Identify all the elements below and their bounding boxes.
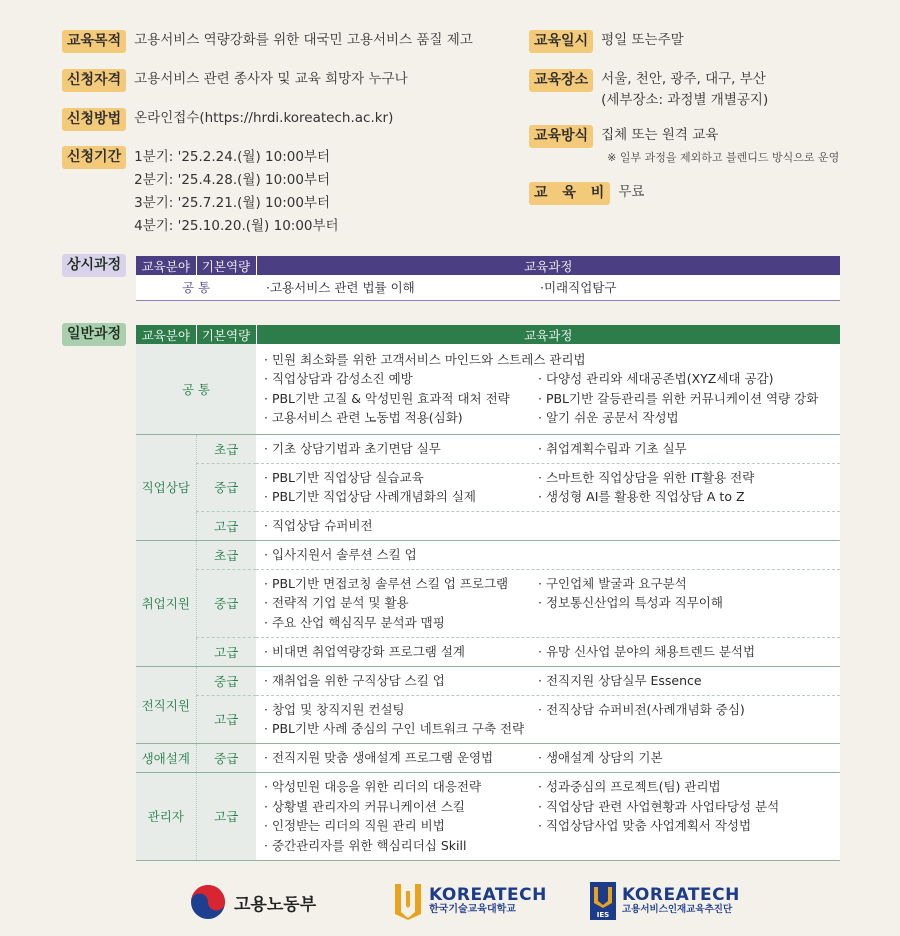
level-cell: 중급 bbox=[196, 569, 256, 637]
general-header-level: 기본역량 bbox=[196, 325, 256, 344]
course-item: · PBL기반 직업상담 사례개념화의 실제 bbox=[264, 489, 476, 504]
method-value[interactable]: 온라인접수(https://hrdi.koreatech.ac.kr) bbox=[134, 110, 394, 126]
fee-tag: 교 육 비 bbox=[529, 182, 610, 205]
course-item: · PBL기반 고질 & 악성민원 효과적 대처 전략 bbox=[264, 390, 510, 406]
level-cell: 초급 bbox=[196, 540, 256, 569]
regular-header-course: 교육과정 bbox=[256, 256, 840, 275]
courses-cell bbox=[256, 540, 840, 569]
info-purpose bbox=[62, 30, 522, 53]
table-row bbox=[136, 637, 840, 666]
info-period bbox=[62, 146, 522, 238]
course-item: · 직업상담 슈퍼비전 bbox=[264, 517, 373, 533]
location-value: 서울, 천안, 광주, 대구, 부산 (세부장소: 과정별 개별공지) bbox=[601, 71, 769, 108]
course-item: · 직업상담과 감성소진 예방 bbox=[264, 371, 413, 387]
courses-cell bbox=[256, 511, 840, 540]
courses-cell bbox=[256, 666, 840, 695]
course-item: · 생성형 AI를 활용한 직업상담 A to Z bbox=[538, 489, 745, 504]
format-value: 집체 또는 원격 교육 ※ 일부 과정을 제외하고 블렌디드 방식으로 운영 bbox=[601, 125, 839, 168]
course-item: · 입사지원서 솔루션 스킬 업 bbox=[264, 546, 417, 562]
table-row bbox=[136, 511, 840, 540]
course-item: · 상황별 관리자의 커뮤니케이션 스킬 bbox=[264, 798, 465, 814]
location-tag: 교육장소 bbox=[529, 69, 593, 92]
level-cell: 중급 bbox=[196, 463, 256, 511]
info-eligibility bbox=[62, 69, 522, 92]
category-cell: 생애설계 bbox=[136, 743, 196, 772]
table-row bbox=[136, 463, 840, 511]
table-row bbox=[136, 772, 840, 860]
koreatech-name: KOREATECH bbox=[429, 884, 547, 905]
course-item: · 비대면 취업역량강화 프로그램 설계 bbox=[264, 643, 465, 659]
category-cell: 직업상담 bbox=[136, 434, 196, 540]
regular-header-row bbox=[136, 256, 840, 275]
purpose-tag: 교육목적 bbox=[62, 30, 126, 53]
course-item: · 주요 산업 핵심직무 분석과 맵핑 bbox=[264, 614, 445, 630]
general-header-field: 교육분야 bbox=[136, 325, 196, 344]
course-item: · 알기 쉬운 공문서 작성법 bbox=[538, 410, 679, 426]
ies-emblem-icon bbox=[590, 882, 616, 920]
course-item: · 전직지원 상담실무 Essence bbox=[538, 672, 702, 688]
table-row bbox=[136, 743, 840, 772]
general-header-row bbox=[136, 325, 840, 344]
course-item: · 고용서비스 관련 노동법 적용(심화) bbox=[264, 410, 463, 426]
format-tag: 교육방식 bbox=[529, 125, 593, 148]
category-cell: 취업지원 bbox=[136, 540, 196, 666]
info-format bbox=[529, 125, 869, 168]
general-common-category: 공 통 bbox=[136, 344, 256, 434]
moel-logo bbox=[190, 884, 316, 920]
regular-courses bbox=[256, 275, 840, 300]
course-item: · 직업상담사업 맞춤 사업계획서 작성법 bbox=[538, 818, 752, 833]
course-item: · PBL기반 사례 중심의 구인 네트워크 구축 전략 bbox=[264, 721, 525, 736]
footer-logos bbox=[0, 878, 900, 924]
course-item: · 전략적 기업 분석 및 활용 bbox=[264, 595, 409, 611]
eligibility-tag: 신청자격 bbox=[62, 69, 126, 92]
course-item: · PBL기반 직업상담 실습교육 bbox=[264, 469, 424, 485]
regular-row bbox=[136, 275, 840, 300]
course-item: · 중간관리자를 위한 핵심리더십 Skill bbox=[264, 837, 467, 853]
category-cell: 전직지원 bbox=[136, 666, 196, 743]
course-item: · 유망 신사업 분야의 채용트렌드 분석법 bbox=[538, 643, 756, 659]
courses-cell bbox=[256, 434, 840, 463]
courses-cell bbox=[256, 463, 840, 511]
course-item: ·고용서비스 관련 법률 이해 bbox=[266, 279, 415, 295]
period-value: 1분기: '25.2.24.(월) 10:00부터 2분기: '25.4.28.(월) 10:00부터 3분기: '25.7.21.(월) 10:00부터 4분기: '25.10.20.(월) 10:00부터 bbox=[134, 149, 339, 234]
info-method bbox=[62, 108, 522, 131]
format-note: ※ 일부 과정을 제외하고 블렌디드 방식으로 운영 bbox=[607, 151, 840, 164]
course-item: · 창업 및 창직지원 컨설팅 bbox=[264, 701, 405, 717]
koreatech-logo bbox=[393, 882, 547, 920]
koreatech-sub: 한국기술교육대학교 bbox=[429, 903, 516, 915]
courses-cell bbox=[256, 772, 840, 860]
course-item: · 스마트한 직업상담을 위한 IT활용 전략 bbox=[538, 469, 755, 485]
regular-header-level: 기본역량 bbox=[196, 256, 256, 275]
info-schedule bbox=[529, 30, 869, 53]
category-cell: 관리자 bbox=[136, 772, 196, 860]
level-cell: 중급 bbox=[196, 666, 256, 695]
course-item: · 전직지원 맞춤 생애설계 프로그램 운영법 bbox=[264, 749, 494, 765]
schedule-tag: 교육일시 bbox=[529, 30, 593, 53]
ies-logo bbox=[590, 882, 740, 920]
eligibility-value: 고용서비스 관련 종사자 및 교육 희망자 누구나 bbox=[134, 71, 408, 87]
course-item: · 전직상담 슈퍼비전(사례개념화 중심) bbox=[538, 701, 745, 717]
table-row bbox=[136, 540, 840, 569]
moel-name: 고용노동부 bbox=[234, 894, 317, 915]
koreatech-emblem-icon bbox=[393, 882, 423, 920]
taegeuk-icon bbox=[190, 884, 226, 920]
method-tag: 신청방법 bbox=[62, 108, 126, 131]
level-cell: 초급 bbox=[196, 434, 256, 463]
regular-course-tag: 상시과정 bbox=[62, 254, 126, 277]
courses-cell bbox=[256, 569, 840, 637]
courses-cell bbox=[256, 695, 840, 743]
general-course-tag: 일반과정 bbox=[62, 323, 126, 346]
course-item: · PBL기반 갈등관리를 위한 커뮤니케이션 역량 강화 bbox=[538, 390, 819, 406]
level-cell: 중급 bbox=[196, 743, 256, 772]
course-item: · 민원 최소화를 위한 고객서비스 마인드와 스트레스 관리법 bbox=[264, 351, 586, 367]
course-item: · 재취업을 위한 구직상담 스킬 업 bbox=[264, 672, 445, 688]
level-cell: 고급 bbox=[196, 511, 256, 540]
course-item: · 구인업체 발굴과 요구분석 bbox=[538, 575, 687, 591]
course-item: · 직업상담 관련 사업현황과 사업타당성 분석 bbox=[538, 798, 780, 814]
koreatech2-sub: 고용서비스인재교육추진단 bbox=[622, 903, 733, 915]
level-cell: 고급 bbox=[196, 772, 256, 860]
info-right-column bbox=[529, 30, 869, 205]
level-cell: 고급 bbox=[196, 695, 256, 743]
level-cell: 고급 bbox=[196, 637, 256, 666]
table-row bbox=[136, 666, 840, 695]
info-left-column bbox=[62, 30, 522, 238]
course-item: · 생애설계 상담의 기본 bbox=[538, 749, 663, 765]
course-item: · 인정받는 리더의 직원 관리 비법 bbox=[264, 818, 445, 833]
period-tag: 신청기간 bbox=[62, 146, 126, 169]
koreatech2-name: KOREATECH bbox=[622, 884, 740, 905]
general-common-courses bbox=[256, 344, 840, 434]
general-course-table bbox=[136, 325, 840, 861]
schedule-value: 평일 또는주말 bbox=[601, 32, 684, 48]
regular-course-table bbox=[136, 256, 840, 301]
info-location bbox=[529, 69, 869, 111]
course-item: ·미래직업탐구 bbox=[540, 279, 617, 295]
general-header-course: 교육과정 bbox=[256, 325, 840, 344]
table-row bbox=[136, 434, 840, 463]
course-item: · 취업계획수립과 기초 실무 bbox=[538, 440, 687, 456]
regular-category: 공 통 bbox=[136, 275, 256, 300]
course-item: · 기초 상담기법과 초기면담 실무 bbox=[264, 440, 441, 456]
table-row bbox=[136, 695, 840, 743]
courses-cell bbox=[256, 743, 840, 772]
fee-value: 무료 bbox=[618, 184, 645, 200]
general-common-row bbox=[136, 344, 840, 434]
course-item: · 다양성 관리와 세대공존법(XYZ세대 공감) bbox=[538, 371, 774, 387]
regular-header-field: 교육분야 bbox=[136, 256, 196, 275]
course-item: · 정보통신산업의 특성과 직무이해 bbox=[538, 595, 723, 611]
course-item: · PBL기반 면접코칭 솔루션 스킬 업 프로그램 bbox=[264, 575, 509, 591]
purpose-value: 고용서비스 역량강화를 위한 대국민 고용서비스 품질 제고 bbox=[134, 32, 473, 48]
course-item: · 악성민원 대응을 위한 리더의 대응전략 bbox=[264, 779, 482, 794]
info-fee bbox=[529, 182, 869, 205]
ies-label: IES bbox=[596, 911, 610, 919]
table-row bbox=[136, 569, 840, 637]
course-item: · 성과중심의 프로젝트(팀) 관리법 bbox=[538, 779, 721, 794]
courses-cell bbox=[256, 637, 840, 666]
